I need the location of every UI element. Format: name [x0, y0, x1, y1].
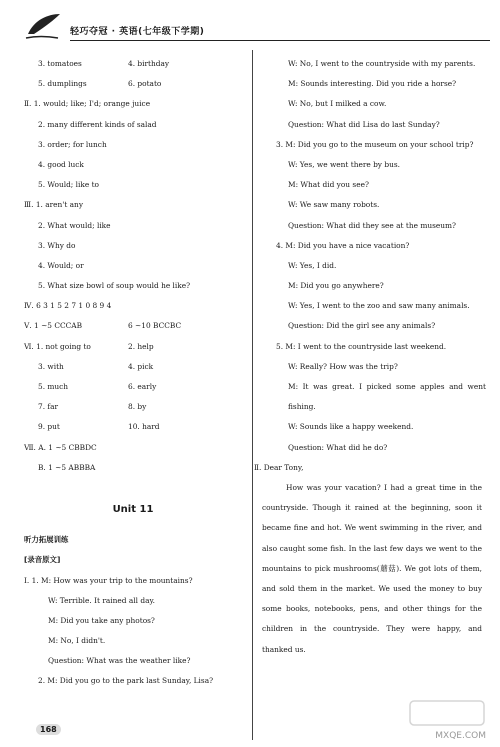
left-column	[24, 54, 242, 692]
answer-row: 3. order; for lunch	[38, 139, 107, 149]
right-column	[254, 54, 486, 660]
section-7b: B. 1 ~5 ABBBA	[38, 462, 96, 472]
transcript-para: M: It was great. I picked some apples and went fishing.	[288, 382, 486, 412]
section-4: Ⅳ. 6 3 1 5 2 7 1 0 8 9 4	[24, 301, 112, 311]
section-7a: Ⅶ. A. 1 ~5 CBBDC	[24, 442, 97, 452]
letter-body: How was your vacation? I had a great time in the countryside. Though it rained at the beginning, soon it became fine and hot. We went swimming in the river, and also caught some fish. In the last few days we went to the mountains to pick mushrooms(蘑菇). We got lots of them, and sold them in the market. We used the money to buy some books, notebooks, pens, and other things for the children in the countryside. They were happy, and thanked us.	[262, 483, 482, 654]
transcript-line: M: Sounds interesting. Did you ride a horse?	[288, 79, 457, 89]
transcript-para: W: No, I went to the countryside with my parents.	[288, 59, 476, 68]
unit-heading: Unit 11	[112, 503, 154, 515]
column-divider	[252, 50, 253, 740]
transcript-line: M: Did you go anywhere?	[288, 281, 384, 291]
answer-row: 2. many different kinds of salad	[38, 119, 157, 129]
transcript-line: 5. M: I went to the countryside last weekend.	[276, 341, 447, 351]
transcript-line: M: No, I didn't.	[48, 636, 106, 646]
transcript-line: W: Terrible. It rained all day.	[48, 595, 156, 605]
page-number: 168	[36, 724, 61, 735]
transcript-line: 3. M: Did you go to the museum on your school trip?	[276, 139, 474, 149]
answer-row: 5. much 6. early	[38, 382, 157, 391]
section-6-head: Ⅵ. 1. not going to 2. help	[24, 341, 154, 351]
answer-row: 3. Why do	[38, 240, 76, 250]
transcript-line: W: Sounds like a happy weekend.	[288, 422, 414, 432]
answer-row: 5. Would; like to	[38, 180, 99, 190]
transcript-line: Ⅰ. 1. M: How was your trip to the mountains?	[24, 575, 193, 585]
transcript-line: 4. M: Did you have a nice vacation?	[276, 240, 410, 250]
section-5: Ⅴ. 1 ~5 CCCAB 6 ~10 BCCBC	[24, 321, 182, 331]
transcript-line: 2. M: Did you go to the park last Sunday, Lisa?	[38, 676, 214, 686]
answer-row: 5. What size bowl of soup would he like?	[38, 281, 191, 291]
letter-greeting: Ⅱ. Dear Tony,	[254, 462, 304, 472]
quill-logo-icon	[24, 12, 64, 42]
answer-row: 4. Would; or	[38, 260, 84, 270]
transcript-line: W: We saw many robots.	[288, 200, 380, 210]
transcript-line: W: Yes, we went there by bus.	[288, 159, 400, 169]
answer-row: 2. What would; like	[38, 220, 111, 230]
answer-row: 9. put 10. hard	[38, 422, 160, 432]
book-title: 轻巧夺冠 · 英语(七年级下学期)	[70, 27, 205, 37]
header-rule	[70, 40, 490, 41]
watermark-text: MXQE.COM	[435, 731, 486, 741]
transcript-line: Question: What did he do?	[288, 442, 388, 452]
transcript-line: Question: Did the girl see any animals?	[288, 321, 436, 331]
answer-row: 7. far 8. by	[38, 402, 147, 412]
transcript-line: M: What did you see?	[288, 180, 369, 190]
transcript-line: W: Really? How was the trip?	[288, 361, 398, 371]
page-header	[14, 10, 486, 44]
answer-row: 5. dumplings 6. potato	[38, 79, 162, 89]
transcript-line: W: Yes, I did.	[288, 260, 337, 270]
listening-heading: 听力拓展训练	[24, 535, 69, 545]
transcript-heading: [录音原文]	[24, 555, 61, 565]
answer-row: 4. good luck	[38, 159, 84, 169]
answer-row: 3. with 4. pick	[38, 361, 154, 371]
section-3-head: Ⅲ. 1. aren't any	[24, 200, 83, 210]
transcript-para: W: Yes, I went to the zoo and saw many animals.	[288, 301, 470, 311]
transcript-line: Question: What was the weather like?	[48, 656, 191, 666]
transcript-line: W: No, but I milked a cow.	[288, 99, 387, 109]
transcript-line: M: Did you take any photos?	[48, 615, 155, 625]
transcript-line: Question: What did they see at the museum?	[288, 220, 456, 230]
section-2-head: Ⅱ. 1. would; like; I'd; orange juice	[24, 99, 151, 109]
answer-row: 3. tomatoes 4. birthday	[38, 59, 170, 68]
transcript-line: Question: What did Lisa do last Sunday?	[288, 119, 440, 129]
